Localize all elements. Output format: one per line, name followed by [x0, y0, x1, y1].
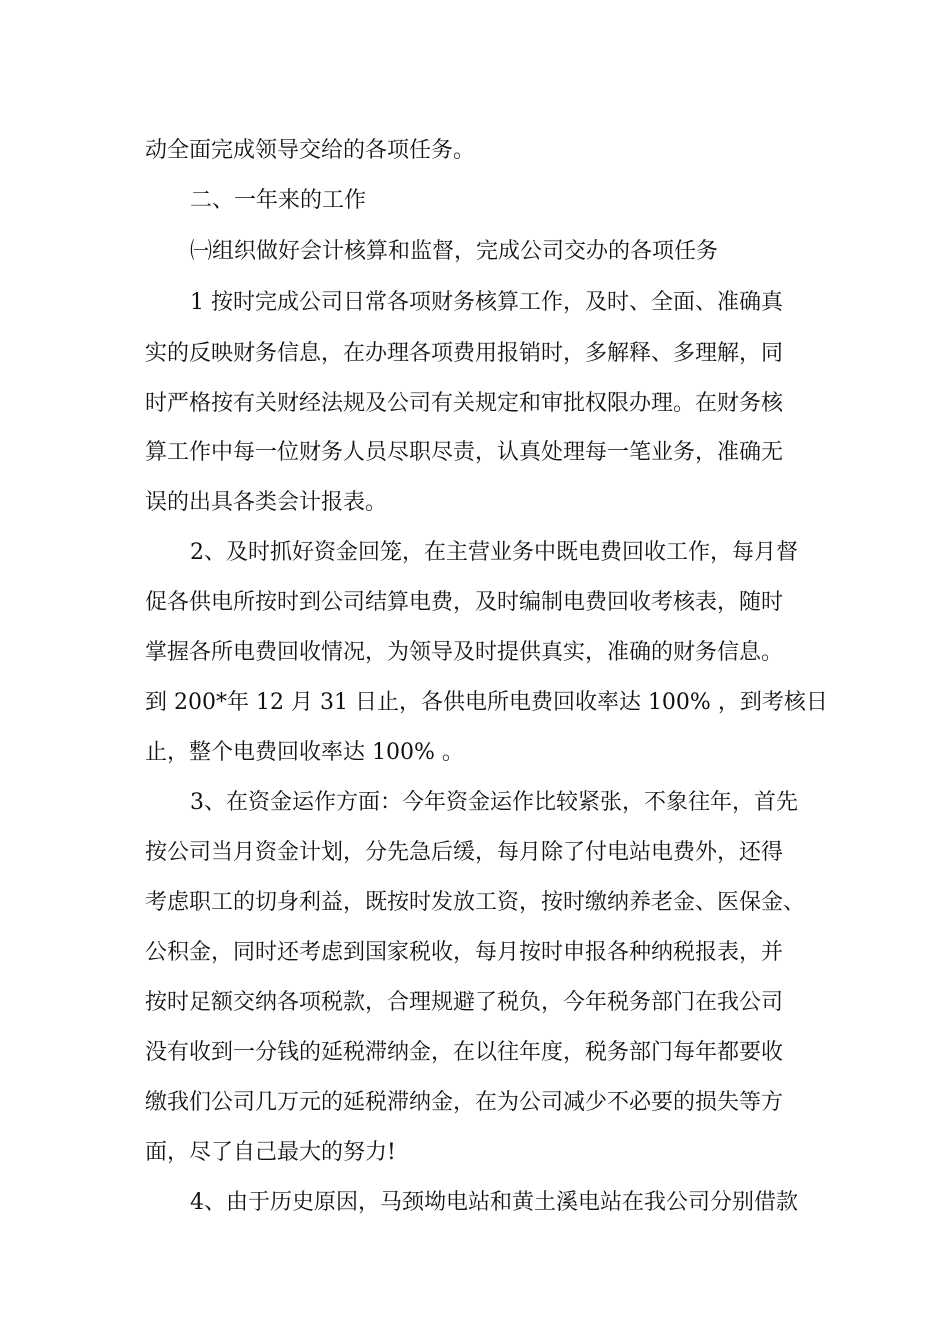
section-heading: 二、一年来的工作 — [190, 188, 367, 213]
text-line: 算工作中每一位财务人员尽职尽责，认真处理每一笔业务，准确无 — [145, 440, 784, 465]
text-line: 4、由于历史原因，马颈坳电站和黄土溪电站在我公司分别借款 — [190, 1190, 798, 1215]
text-line: 实的反映财务信息，在办理各项费用报销时，多解释、多理解，同 — [145, 341, 784, 366]
text-line: 掌握各所电费回收情况，为领导及时提供真实，准确的财务信息。 — [145, 640, 784, 665]
text-line: 到 200*年 12 月 31 日止，各供电所电费回收率达 100% ，到考核日 — [145, 690, 828, 715]
text-line: 时严格按有关财经法规及公司有关规定和审批权限办理。在财务核 — [145, 391, 784, 416]
text-line: 3、在资金运作方面：今年资金运作比较紧张，不象往年，首先 — [190, 790, 798, 815]
text-line: 2、及时抓好资金回笼，在主营业务中既电费回收工作，每月督 — [190, 540, 798, 565]
text-line: 公积金，同时还考虑到国家税收，每月按时申报各种纳税报表，并 — [145, 940, 784, 965]
text-line: 没有收到一分钱的延税滞纳金，在以往年度，税务部门每年都要收 — [145, 1040, 784, 1065]
text-line: 误的出具各类会计报表。 — [145, 490, 388, 515]
subsection-heading: ㈠组织做好会计核算和监督，完成公司交办的各项任务 — [190, 239, 719, 264]
text-line: 按公司当月资金计划，分先急后缓，每月除了付电站电费外，还得 — [145, 840, 784, 865]
text-line: 促各供电所按时到公司结算电费，及时编制电费回收考核表，随时 — [145, 590, 784, 615]
text-line: 考虑职工的切身利益，既按时发放工资，按时缴纳养老金、医保金、 — [145, 890, 806, 915]
text-line: 1 按时完成公司日常各项财务核算工作，及时、全面、准确真 — [190, 290, 783, 315]
text-line: 止，整个电费回收率达 100% 。 — [145, 740, 464, 765]
text-line: 按时足额交纳各项税款，合理规避了税负，今年税务部门在我公司 — [145, 990, 784, 1015]
text-line: 缴我们公司几万元的延税滞纳金，在为公司减少不必要的损失等方 — [145, 1090, 784, 1115]
text-line: 动全面完成领导交给的各项任务。 — [145, 138, 476, 163]
text-line: 面，尽了自己最大的努力! — [145, 1140, 396, 1165]
